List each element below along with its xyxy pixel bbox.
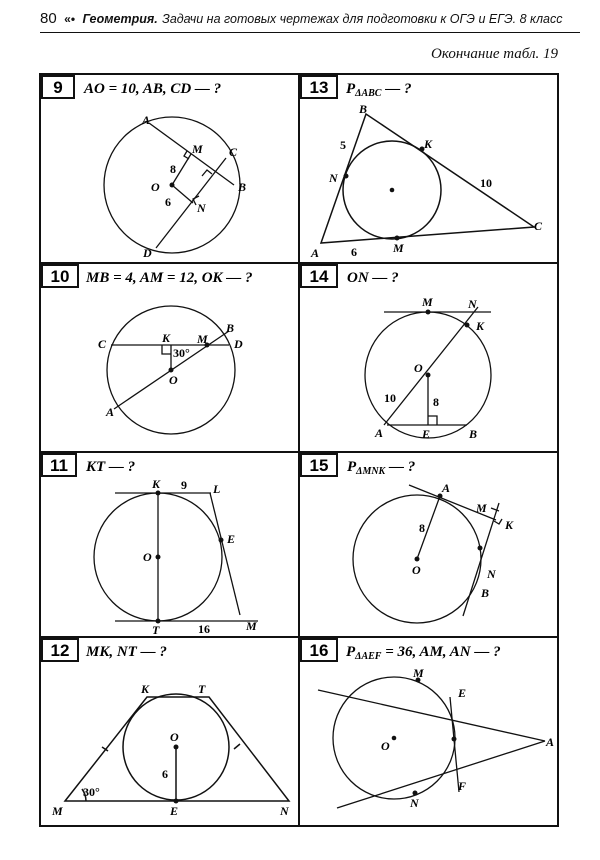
length-label: 10 [480, 176, 492, 190]
point-label: N [197, 201, 206, 215]
point-label: E [458, 686, 467, 700]
problem-number: 16 [309, 641, 329, 660]
point-label: K [141, 682, 150, 696]
length-label: 6 [351, 245, 357, 259]
length-label: 16 [198, 622, 210, 636]
point-label: M [476, 501, 487, 515]
point-label: B [359, 102, 368, 116]
point-label: D [143, 246, 152, 260]
angle-label: 30° [83, 785, 100, 799]
length-label: 10 [384, 391, 396, 405]
point-label: A [311, 246, 320, 260]
point-label: A [106, 405, 115, 419]
point-label: D [234, 337, 243, 351]
center-point [170, 183, 175, 188]
points [426, 310, 470, 378]
problem-statement: KT — ? [86, 459, 136, 475]
problem-15 [301, 454, 514, 623]
points [392, 678, 457, 796]
point-label: O [412, 563, 421, 577]
point-label: N [329, 171, 338, 185]
problem-number: 14 [309, 267, 329, 286]
point-label: B [469, 427, 478, 441]
point-label: O [143, 550, 152, 564]
point-label: K [162, 331, 171, 345]
point-label: K [476, 319, 485, 333]
length-label: 5 [340, 138, 346, 152]
problem-number: 10 [50, 267, 70, 286]
problem-number: 15 [309, 456, 329, 475]
point-label: N [468, 297, 477, 311]
point-label: O [169, 373, 178, 387]
point-label: N [487, 567, 496, 581]
length-label: 8 [433, 395, 439, 409]
point-label: O [414, 361, 423, 375]
page-number: 80 [40, 10, 57, 27]
angle-label: 30° [173, 346, 190, 360]
problem-statement: MK, NT — ? [86, 644, 167, 660]
point-label: M [413, 666, 424, 680]
point-label: M [192, 142, 203, 156]
problem-number: 9 [53, 78, 63, 97]
point-label: A [142, 113, 151, 127]
point-label: B [481, 586, 490, 600]
point-label: N [410, 796, 419, 810]
table-caption: Окончание табл. 19 [431, 46, 558, 62]
point-label: A [546, 735, 555, 749]
point-label: M [52, 804, 63, 818]
point-label: N [280, 804, 289, 818]
point-label: E [227, 532, 236, 546]
point-label: K [152, 477, 161, 491]
problem-statement: ON — ? [347, 270, 399, 286]
point-label: A [442, 481, 451, 495]
point-label: A [375, 426, 384, 440]
point-label: T [198, 682, 206, 696]
point-label: F [458, 779, 467, 793]
point-label: B [226, 321, 235, 335]
problem-16 [301, 639, 554, 810]
figure-13 [321, 114, 534, 243]
length-label: 8 [170, 162, 176, 176]
length-label: 9 [181, 478, 187, 492]
tangent-points [344, 147, 425, 241]
problem-10 [42, 265, 253, 434]
point-label: M [422, 295, 433, 309]
book-title: Геометрия. [82, 12, 158, 26]
point-label: M [246, 619, 257, 633]
point-label: K [424, 137, 433, 151]
problem-14 [301, 265, 491, 441]
point-label: M [197, 332, 208, 346]
header-marker: «• [64, 12, 76, 26]
length-label: 6 [162, 767, 168, 781]
point-label: L [213, 482, 221, 496]
problem-statement: $P_{\Delta ABC}$ — ? [346, 81, 412, 99]
figure-16 [318, 677, 545, 808]
point-label: O [170, 730, 179, 744]
point-label: O [151, 180, 160, 194]
point-label: C [534, 219, 543, 233]
point-label: E [170, 804, 179, 818]
problem-statement: MB = 4, AM = 12, OK — ? [86, 270, 253, 286]
point-label: O [381, 739, 390, 753]
point-label: M [393, 241, 404, 255]
length-label: 6 [165, 195, 171, 209]
book-subtitle: Задачи на готовых чертежах для подготовки к ОГЭ и ЕГЭ. 8 класс [162, 12, 563, 26]
problem-13 [301, 76, 543, 260]
point-label: T [152, 623, 160, 637]
point-label: B [238, 180, 247, 194]
problem-9 [42, 76, 246, 260]
problem-number: 11 [50, 456, 68, 475]
problem-number: 12 [50, 641, 70, 660]
figure-11 [94, 493, 258, 621]
problem-12 [42, 639, 290, 818]
length-label: 8 [419, 521, 425, 535]
point-label: E [422, 427, 431, 441]
point-label: C [229, 145, 238, 159]
problem-number: 13 [309, 78, 329, 97]
problem-statement: AO = 10, AB, CD — ? [84, 81, 222, 97]
problem-11 [42, 454, 258, 637]
problem-statement: $P_{\Delta MNK}$ — ? [347, 459, 416, 477]
problem-statement: $P_{\Delta AEF} = 36$, AM, AN — ? [346, 644, 501, 662]
point-label: K [505, 518, 514, 532]
point-label: C [98, 337, 107, 351]
points [156, 491, 224, 624]
